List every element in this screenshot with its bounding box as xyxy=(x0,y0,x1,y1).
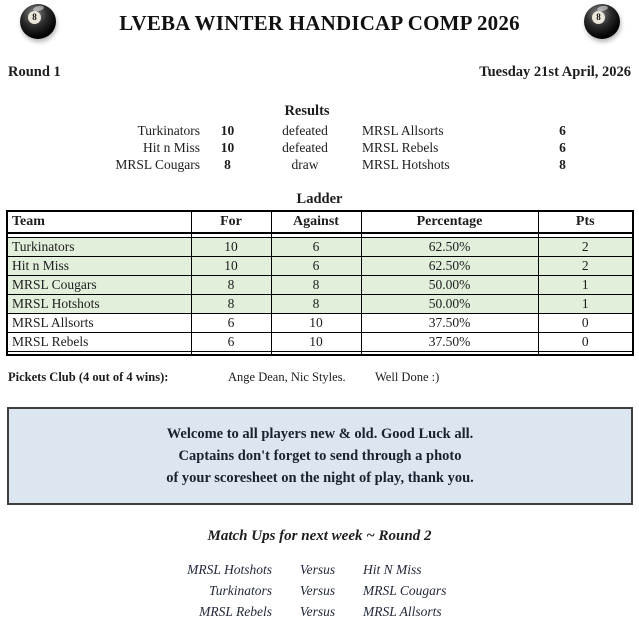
ladder-row xyxy=(7,275,633,294)
ladder-row xyxy=(7,237,633,256)
versus-label: Versus xyxy=(299,562,336,577)
ladder-row xyxy=(7,256,633,275)
results-heading: Results xyxy=(284,103,330,119)
home-team: Turkinators xyxy=(137,123,200,138)
matchups-list xyxy=(0,559,639,622)
percentage-cell: 50.00% xyxy=(361,294,538,313)
pts-cell: 0 xyxy=(538,332,633,351)
matchup-row xyxy=(0,601,639,622)
pts-cell: 2 xyxy=(538,237,633,256)
column-header-for: For xyxy=(191,211,271,233)
away-score: 6 xyxy=(559,123,566,138)
result-row xyxy=(0,156,639,173)
away-score: 6 xyxy=(559,140,566,155)
away-score: 8 xyxy=(559,157,566,172)
pickets-club-row xyxy=(0,370,639,386)
page-title: LVEBA WINTER HANDICAP COMP 2026 xyxy=(119,11,520,35)
percentage-cell: 37.50% xyxy=(361,332,538,351)
result-verb: defeated xyxy=(282,123,328,138)
against-cell: 10 xyxy=(271,313,361,332)
matchups-section xyxy=(0,528,639,622)
ladder-heading: Ladder xyxy=(296,191,343,207)
column-header-percentage: Percentage xyxy=(361,211,538,233)
column-header-team: Team xyxy=(7,211,191,233)
matchup-home-team: MRSL Rebels xyxy=(199,604,272,619)
home-score: 8 xyxy=(224,157,231,172)
eight-ball-icon-right xyxy=(584,4,620,39)
column-header-pts: Pts xyxy=(538,211,633,233)
spacer-row xyxy=(7,351,633,355)
ladder-row xyxy=(7,332,633,351)
team-cell: Hit n Miss xyxy=(7,256,191,275)
for-cell: 6 xyxy=(191,313,271,332)
for-cell: 8 xyxy=(191,275,271,294)
team-cell: MRSL Cougars xyxy=(7,275,191,294)
team-cell: MRSL Allsorts xyxy=(7,313,191,332)
notice-line: Welcome to all players new & old. Good Luck all. xyxy=(166,426,474,442)
versus-label: Versus xyxy=(299,604,336,619)
masthead xyxy=(0,0,639,48)
result-row xyxy=(0,139,639,156)
home-score: 10 xyxy=(220,140,235,155)
home-team: Hit n Miss xyxy=(142,140,200,155)
matchup-away-team: MRSL Cougars xyxy=(363,583,447,598)
result-verb: defeated xyxy=(282,140,328,155)
away-team: MRSL Rebels xyxy=(362,140,439,155)
percentage-cell: 37.50% xyxy=(361,313,538,332)
notice-box xyxy=(7,407,633,505)
column-header-against: Against xyxy=(271,211,361,233)
team-cell: MRSL Hotshots xyxy=(7,294,191,313)
against-cell: 8 xyxy=(271,294,361,313)
round-date-row xyxy=(0,64,639,81)
home-team: MRSL Cougars xyxy=(115,157,200,172)
percentage-cell: 50.00% xyxy=(361,275,538,294)
matchup-home-team: MRSL Hotshots xyxy=(187,562,272,577)
matchup-away-team: Hit N Miss xyxy=(363,562,422,577)
percentage-cell: 62.50% xyxy=(361,237,538,256)
versus-label: Versus xyxy=(299,583,336,598)
matchup-row xyxy=(0,559,639,580)
against-cell: 6 xyxy=(271,256,361,275)
ladder-row xyxy=(7,294,633,313)
ladder-row xyxy=(7,313,633,332)
notice-line: Captains don't forget to send through a photo xyxy=(178,448,462,464)
pickets-club-congrats: Well Done :) xyxy=(375,370,440,384)
against-cell: 8 xyxy=(271,275,361,294)
notice-line: of your scoresheet on the night of play, thank you. xyxy=(166,470,474,486)
against-cell: 6 xyxy=(271,237,361,256)
for-cell: 6 xyxy=(191,332,271,351)
date-label: Tuesday 21st April, 2026 xyxy=(479,64,631,80)
for-cell: 10 xyxy=(191,256,271,275)
home-score: 10 xyxy=(220,123,235,138)
against-cell: 10 xyxy=(271,332,361,351)
ladder-header-row xyxy=(7,211,633,233)
round-label: Round 1 xyxy=(8,64,61,80)
percentage-cell: 62.50% xyxy=(361,256,538,275)
away-team: MRSL Allsorts xyxy=(362,123,444,138)
pts-cell: 1 xyxy=(538,275,633,294)
matchup-row xyxy=(0,580,639,601)
eight-ball-number: 8 xyxy=(28,11,41,24)
for-cell: 10 xyxy=(191,237,271,256)
ladder-table xyxy=(6,210,634,356)
eight-ball-number: 8 xyxy=(592,11,605,24)
result-verb: draw xyxy=(291,157,319,172)
pickets-club-label: Pickets Club (4 out of 4 wins): xyxy=(8,370,169,384)
matchup-away-team: MRSL Allsorts xyxy=(363,604,442,619)
matchup-home-team: Turkinators xyxy=(208,583,272,598)
for-cell: 8 xyxy=(191,294,271,313)
pts-cell: 1 xyxy=(538,294,633,313)
eight-ball-icon-left xyxy=(20,4,56,39)
pickets-club-names: Ange Dean, Nic Styles. xyxy=(228,370,346,384)
matchups-heading: Match Ups for next week ~ Round 2 xyxy=(207,528,432,544)
results-section xyxy=(0,103,639,173)
away-team: MRSL Hotshots xyxy=(362,157,450,172)
team-cell: MRSL Rebels xyxy=(7,332,191,351)
result-row xyxy=(0,122,639,139)
pts-cell: 0 xyxy=(538,313,633,332)
team-cell: Turkinators xyxy=(7,237,191,256)
pts-cell: 2 xyxy=(538,256,633,275)
